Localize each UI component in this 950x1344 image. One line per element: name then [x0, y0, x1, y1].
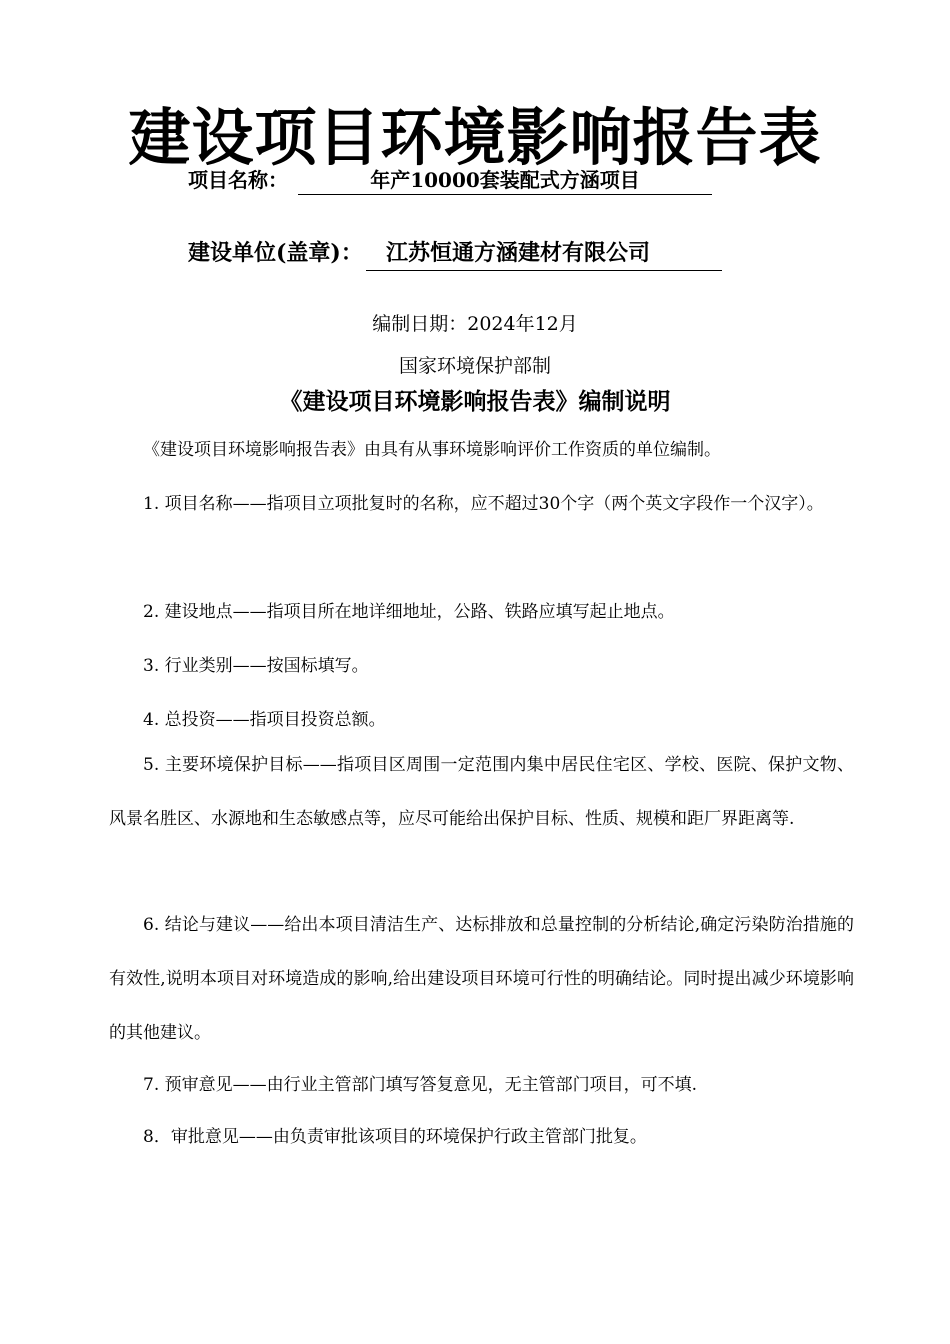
instruction-item-3: 3. 行业类别——按国标填写。 [143, 656, 369, 676]
instruction-item-8: 8．审批意见——由负责审批该项目的环境保护行政主管部门批复。 [143, 1127, 647, 1147]
construction-unit-value: 江苏恒通方涵建材有限公司 [366, 238, 722, 271]
construction-unit-label: 建设单位(盖章)： [188, 240, 363, 266]
compile-date: 编制日期：2024年12月 [372, 313, 578, 335]
instruction-item-2: 2. 建设地点——指项目所在地详细地址，公路、铁路应填写起止地点。 [143, 602, 675, 622]
issuer-text: 国家环境保护部制 [398, 355, 551, 377]
instructions-intro: 《建设项目环境影响报告表》由具有从事环境影响评价工作资质的单位编制。 [143, 440, 721, 460]
project-name-label: 项目名称： [188, 168, 288, 192]
instruction-item-7: 7. 预审意见——由行业主管部门填写答复意见，无主管部门项目，可不填. [143, 1075, 698, 1095]
instructions-heading: 《建设项目环境影响报告表》编制说明 [279, 388, 671, 415]
instruction-item-5: 5. 主要环境保护目标——指项目区周围一定范围内集中居民住宅区、学校、医院、保护文物、风景名胜区、水源地和生态敏感点等，应尽可能给出保护目标、性质、规模和距厂界距离等. [109, 755, 854, 829]
report-title: 建设项目环境影响报告表 [128, 101, 822, 174]
instruction-item-1: 1. 项目名称——指项目立项批复时的名称，应不超过30个字（两个英文字段作一个汉字）。 [143, 494, 824, 514]
project-name-value: 年产10000套装配式方涵项目 [298, 166, 712, 195]
instruction-item-4: 4. 总投资——指项目投资总额。 [143, 710, 386, 730]
instruction-item-6: 6. 结论与建议——给出本项目清洁生产、达标排放和总量控制的分析结论,确定污染防治措施的有效性,说明本项目对环境造成的影响,给出建设项目环境可行性的明确结论。同时提出减少环境影响的其他建议。 [109, 915, 854, 1043]
